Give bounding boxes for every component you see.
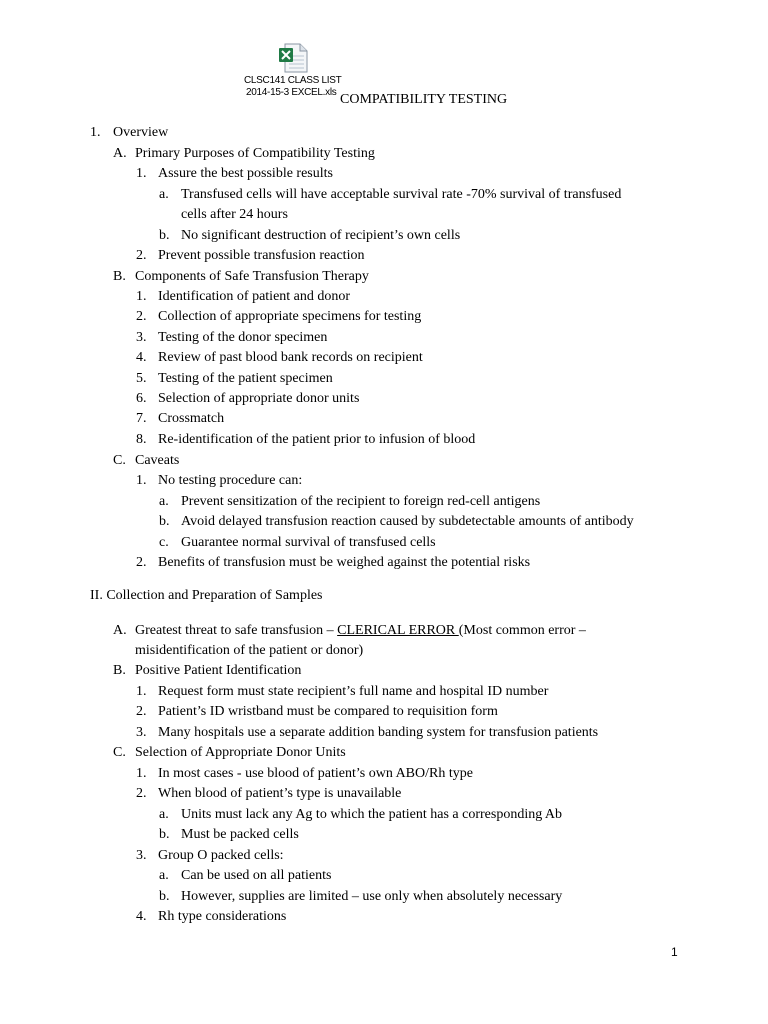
embedded-file-caption: 2014-15-3 EXCEL.xls [246,87,337,98]
list-item: Transfused cells will have acceptable survival rate -70% survival of transfused [181,187,622,202]
list-marker: c. [159,535,169,550]
section-heading: II. Collection and Preparation of Samples [90,588,323,603]
list-marker: 2. [136,248,147,263]
list-item: Testing of the patient specimen [158,371,333,386]
list-marker: B. [113,269,126,284]
list-marker: a. [159,187,169,202]
list-marker: 1. [136,766,147,781]
page-title: COMPATIBILITY TESTING [340,92,508,107]
list-marker: b. [159,228,170,243]
list-item: Caveats [135,453,180,468]
list-item: Selection of Appropriate Donor Units [135,745,346,760]
list-marker: b. [159,514,170,529]
list-item: Rh type considerations [158,909,287,924]
list-marker: b. [159,827,170,842]
list-marker: 7. [136,411,147,426]
list-item: Avoid delayed transfusion reaction caused by subdetectable amounts of antibody [181,514,634,529]
list-item: In most cases - use blood of patient’s own ABO/Rh type [158,766,473,781]
list-item: Identification of patient and donor [158,289,351,304]
list-marker: 6. [136,391,147,406]
list-item: cells after 24 hours [181,207,288,222]
list-marker: a. [159,494,169,509]
list-item: misidentification of the patient or donor) [135,643,364,658]
list-item: Crossmatch [158,411,225,426]
list-item: Prevent possible transfusion reaction [158,248,365,263]
list-item: Components of Safe Transfusion Therapy [135,269,369,284]
list-marker: 8. [136,432,147,447]
list-item: However, supplies are limited – use only when absolutely necessary [181,889,563,904]
list-item: Assure the best possible results [158,166,333,181]
list-item: Patient’s ID wristband must be compared to requisition form [158,704,498,719]
list-item: Selection of appropriate donor units [158,391,360,406]
list-marker: a. [159,807,169,822]
page-number: 1 [671,945,678,959]
excel-file-icon[interactable] [277,42,309,74]
list-item: Primary Purposes of Compatibility Testing [135,146,375,161]
list-item: Group O packed cells: [158,848,284,863]
embedded-file-caption: CLSC141 CLASS LIST [244,75,342,86]
list-marker: 2. [136,786,147,801]
list-item: Many hospitals use a separate addition banding system for transfusion patients [158,725,599,740]
list-marker: 4. [136,909,147,924]
list-marker: 3. [136,848,147,863]
list-item: Testing of the donor specimen [158,330,328,345]
list-item: Re-identification of the patient prior to infusion of blood [158,432,476,447]
list-item: Collection of appropriate specimens for testing [158,309,422,324]
list-marker: 5. [136,371,147,386]
list-item: Benefits of transfusion must be weighed against the potential risks [158,555,531,570]
list-marker: A. [113,146,127,161]
list-item: Positive Patient Identification [135,663,302,678]
list-marker: C. [113,745,126,760]
list-item: When blood of patient’s type is unavailable [158,786,402,801]
list-marker: 1. [90,125,101,140]
list-item: Units must lack any Ag to which the patient has a corresponding Ab [181,807,563,822]
list-item: Guarantee normal survival of transfused cells [181,535,436,550]
list-item: Overview [113,125,169,140]
list-marker: 4. [136,350,147,365]
list-item: No significant destruction of recipient’s own cells [181,228,461,243]
list-marker: 2. [136,704,147,719]
list-marker: 1. [136,289,147,304]
clerical-error-emphasis: CLERICAL ERROR [337,623,459,638]
list-item: Can be used on all patients [181,868,332,883]
list-marker: 2. [136,555,147,570]
list-marker: 2. [136,309,147,324]
list-item: Request form must state recipient’s full name and hospital ID number [158,684,549,699]
list-marker: B. [113,663,126,678]
list-marker: 1. [136,684,147,699]
list-marker: 1. [136,473,147,488]
list-marker: A. [113,623,127,638]
list-marker: a. [159,868,169,883]
list-marker: 3. [136,725,147,740]
list-marker: C. [113,453,126,468]
list-marker: b. [159,889,170,904]
list-marker: 1. [136,166,147,181]
list-item: Review of past blood bank records on recipient [158,350,423,365]
list-item: No testing procedure can: [158,473,303,488]
list-marker: 3. [136,330,147,345]
list-item: Prevent sensitization of the recipient to foreign red-cell antigens [181,494,541,509]
list-item: Must be packed cells [181,827,299,842]
list-item: Greatest threat to safe transfusion – CLERICAL ERROR (Most common error – [135,623,586,638]
